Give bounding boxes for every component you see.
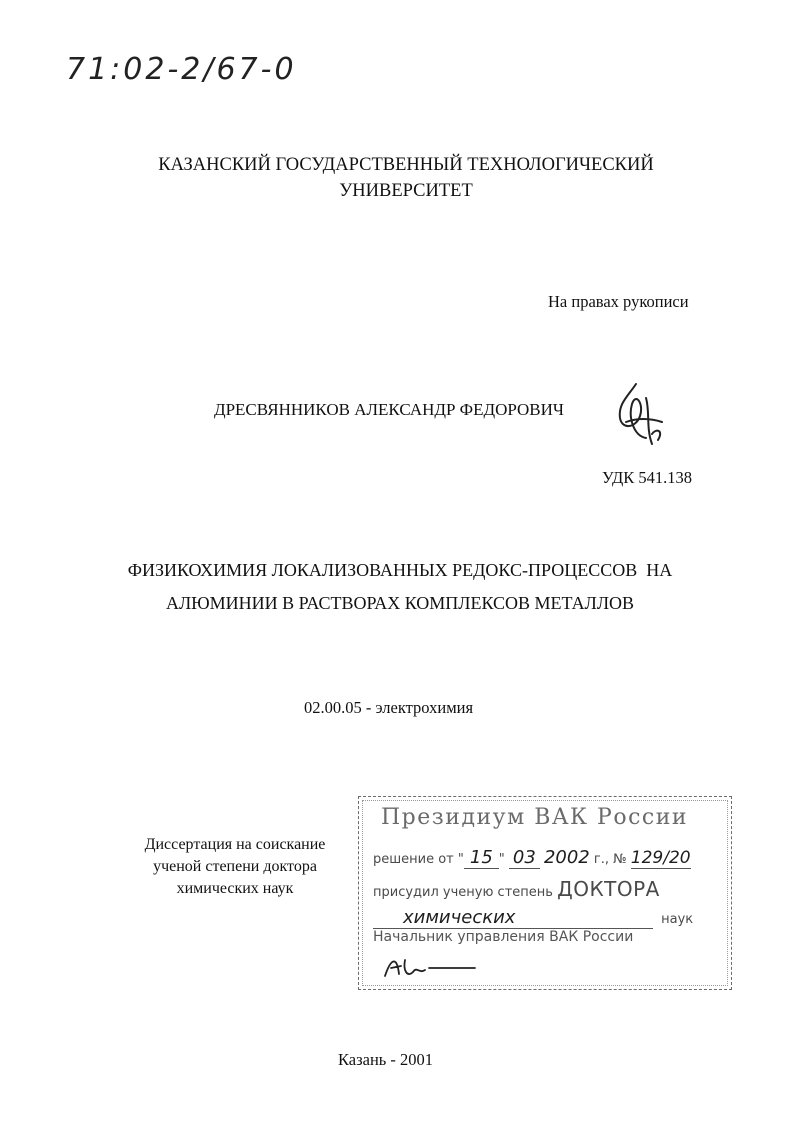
stamp-awarded-degree: ДОКТОРА — [557, 877, 660, 901]
stamp-decision-year: 2002 — [543, 847, 590, 868]
vak-approval-stamp — [358, 796, 732, 990]
degree-line-2: ученой степени доктора — [153, 858, 317, 875]
stamp-awarded-line — [373, 877, 660, 901]
city-year: Казань - 2001 — [338, 1050, 434, 1069]
stamp-science-suffix: наук — [661, 912, 694, 927]
stamp-decision-year-suffix: г., № — [589, 852, 627, 867]
stamp-decision-day: 15 — [464, 847, 499, 869]
title-line-2: АЛЮМИНИИ В РАСТВОРАХ КОМПЛЕКСОВ МЕТАЛЛОВ — [165, 593, 635, 613]
stamp-decision-sep: " — [498, 852, 505, 867]
stamp-decision-month: 03 — [509, 847, 540, 869]
stamp-science-handwritten: химических — [373, 907, 653, 929]
dissertation-title — [90, 554, 710, 620]
specialty-code: 02.00.05 - электрохимия — [304, 698, 474, 717]
stamp-chief-signature — [379, 952, 489, 982]
stamp-header: Президиум ВАК России — [381, 805, 689, 830]
stamp-chief-title: Начальник управления ВАК России — [373, 929, 634, 945]
manuscript-note: На правах рукописи — [548, 292, 689, 311]
degree-line-1: Диссертация на соискание — [144, 836, 326, 853]
udk-code: УДК 541.138 — [602, 468, 693, 487]
university-line-1: КАЗАНСКИЙ ГОСУДАРСТВЕННЫЙ ТЕХНОЛОГИЧЕСКИЙ — [158, 155, 654, 175]
stamp-awarded-prefix: присудил ученую степень — [373, 885, 553, 900]
archive-code-handwritten: 71:02-2/67-0 — [66, 52, 297, 87]
stamp-decision-prefix: решение от " — [373, 852, 464, 867]
university-name — [96, 152, 716, 204]
author-name: ДРЕСВЯННИКОВ АЛЕКСАНДР ФЕДОРОВИЧ — [214, 400, 564, 419]
university-line-2: УНИВЕРСИТЕТ — [339, 181, 473, 201]
stamp-decision-number: 129/20 — [630, 848, 691, 868]
degree-line-3: химических наук — [176, 880, 294, 897]
title-line-1: ФИЗИКОХИМИЯ ЛОКАЛИЗОВАННЫХ РЕДОКС-ПРОЦЕССОВ НА — [127, 560, 673, 580]
degree-statement — [110, 834, 360, 900]
author-signature — [606, 378, 670, 454]
stamp-science-line — [373, 907, 713, 929]
stamp-decision-line — [373, 847, 691, 869]
